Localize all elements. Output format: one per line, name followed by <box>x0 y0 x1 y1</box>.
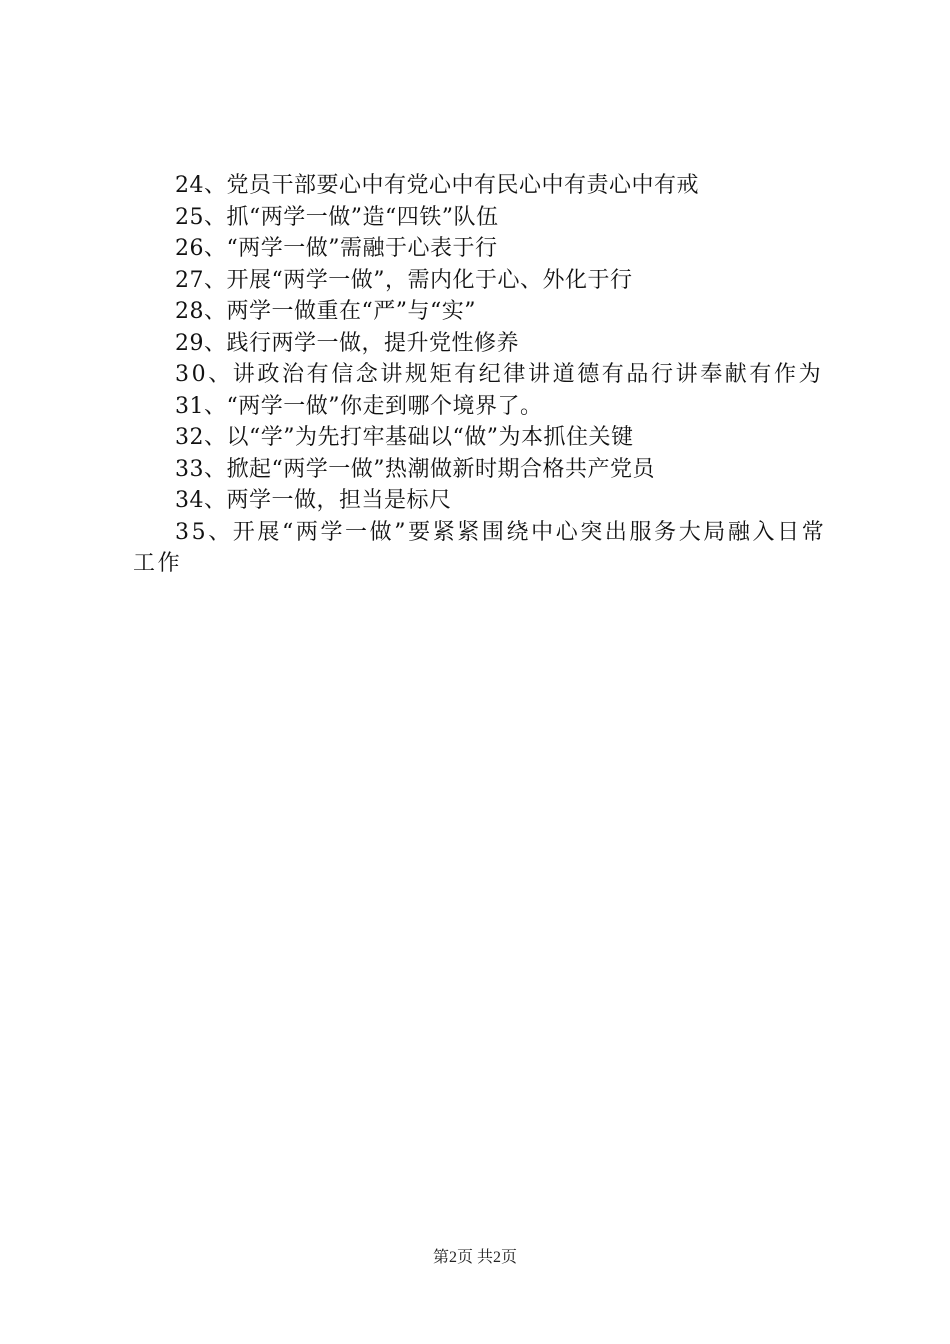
list-item: 24、党员干部要心中有党心中有民心中有责心中有戒 <box>175 173 699 198</box>
list-item: 33、掀起“两学一做”热潮做新时期合格共产党员 <box>175 456 655 482</box>
list-item: 28、两学一做重在“严”与“实” <box>175 299 476 324</box>
page-number-footer: 第2页 共2页 <box>432 1249 517 1266</box>
list-item: 30、讲政治有信念讲规矩有纪律讲道德有品行讲奉献有作为 <box>175 362 824 387</box>
list-item: 32、以“学”为先打牢基础以“做”为本抓住关键 <box>175 425 634 450</box>
document-body <box>133 170 833 580</box>
list-item: 29、践行两学一做，提升党性修养 <box>175 330 519 356</box>
list-item: 35、开展“两学一做”要紧紧围绕中心突出服务大局融入日常工作 <box>133 519 827 576</box>
list-item: 34、两学一做，担当是标尺 <box>175 488 452 513</box>
list-item: 25、抓“两学一做”造“四铁”队伍 <box>175 204 499 230</box>
list-item: 31、“两学一做”你走到哪个境界了。 <box>175 393 543 419</box>
list-item: 26、“两学一做”需融于心表于行 <box>175 236 498 261</box>
list-item: 27、开展“两学一做”，需内化于心、外化于行 <box>175 267 633 293</box>
